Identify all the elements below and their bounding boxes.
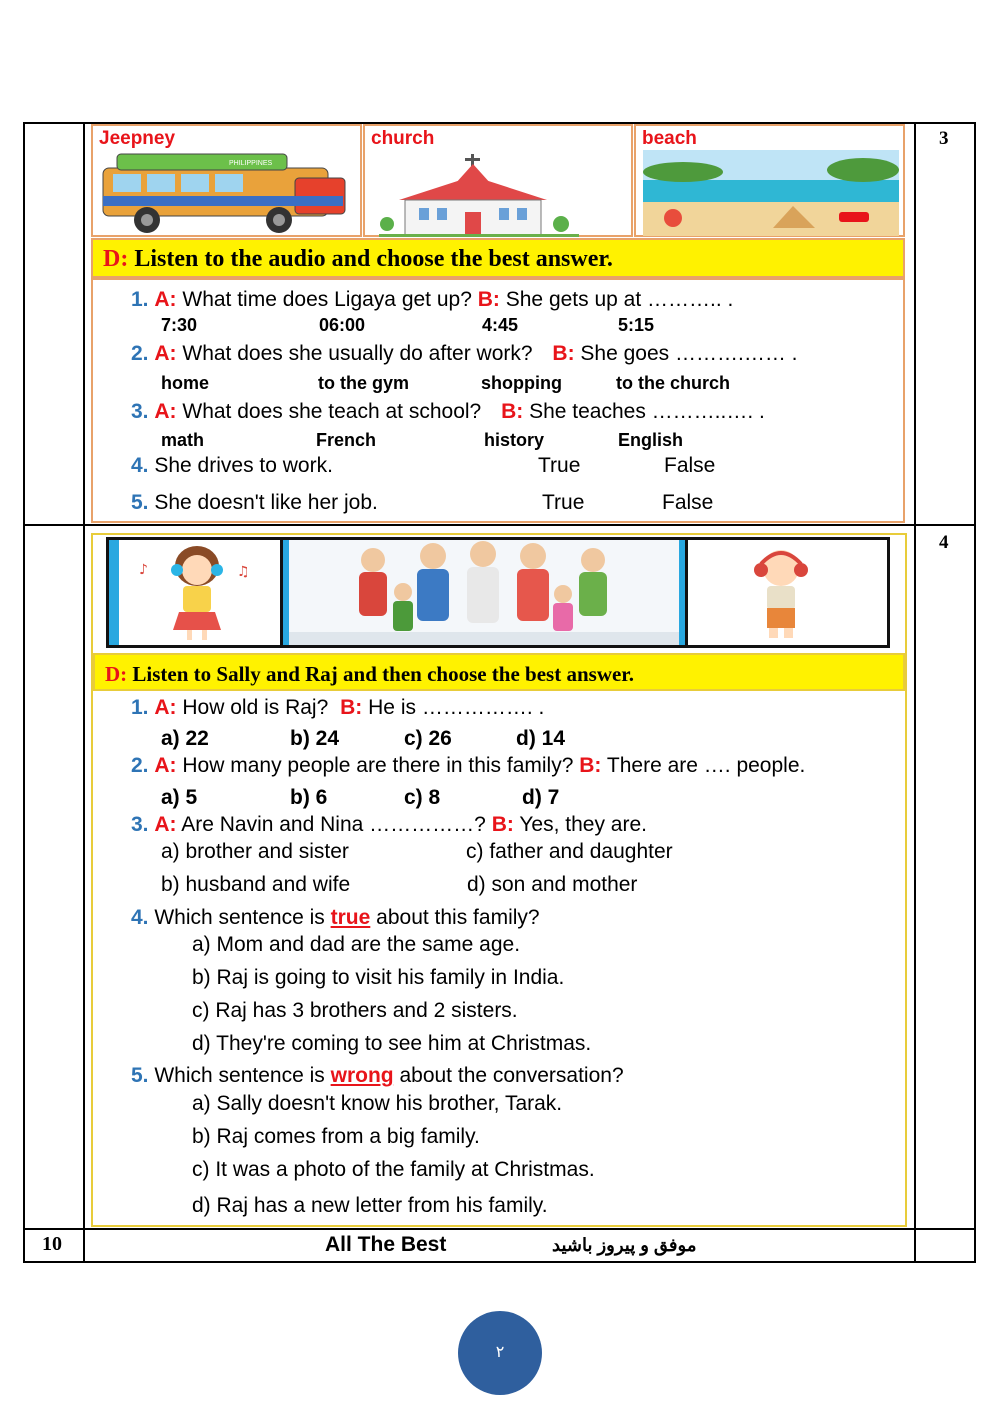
- option[interactable]: d) Raj has a new letter from his family.: [192, 1194, 548, 1217]
- instruction-lead: D:: [105, 662, 128, 686]
- question-1: 1. A: What time does Ligaya get up? B: She gets up at ……….. .: [131, 288, 734, 311]
- question-4: 4. Which sentence is true about this family?: [131, 906, 540, 929]
- option[interactable]: 06:00: [319, 315, 366, 335]
- option[interactable]: home: [161, 373, 210, 393]
- girl-with-headphones: [109, 540, 279, 645]
- true-option[interactable]: True: [538, 454, 581, 477]
- option[interactable]: French: [316, 430, 377, 450]
- question-2: 2. A: How many people are there in this family? B: There are …. people.: [131, 754, 806, 777]
- option[interactable]: c) 26: [404, 727, 452, 750]
- key-word: true: [330, 906, 371, 929]
- instruction-lead: D:: [103, 246, 129, 272]
- jeepney-illustration: [99, 150, 359, 236]
- option[interactable]: a) Mom and dad are the same age.: [192, 933, 521, 956]
- question-3: 3. A: Are Navin and Nina ……………? B: Yes, they are.: [131, 813, 647, 836]
- question-number: 4: [939, 532, 949, 553]
- question-4: 4. She drives to work.: [131, 454, 333, 477]
- option[interactable]: a) 22: [161, 727, 209, 750]
- option[interactable]: d) son and mother: [467, 873, 638, 896]
- option[interactable]: c) Raj has 3 brothers and 2 sisters.: [192, 999, 518, 1022]
- image-strip: [106, 537, 890, 648]
- key-word: wrong: [330, 1064, 394, 1087]
- footer-divider: [23, 1228, 976, 1230]
- section4-instruction: [93, 653, 905, 691]
- option[interactable]: d) They're coming to see him at Christmas.: [192, 1032, 592, 1055]
- option[interactable]: to the gym: [318, 373, 410, 393]
- option[interactable]: English: [618, 430, 684, 450]
- svg-text:♫: ♫: [237, 564, 250, 580]
- option[interactable]: to the church: [616, 373, 731, 393]
- image-label: Jeepney: [99, 128, 176, 149]
- image-cell-church: [363, 124, 633, 237]
- option[interactable]: d) 14: [516, 727, 566, 750]
- option[interactable]: c) 8: [404, 786, 441, 809]
- option[interactable]: a) brother and sister: [161, 840, 349, 863]
- option[interactable]: math: [161, 430, 205, 450]
- strip-divider: [685, 540, 688, 645]
- question-number: 3: [939, 128, 949, 149]
- question-2: 2. A: What does she usually do after work? B: She goes ……….…… .: [131, 342, 798, 365]
- true-option[interactable]: True: [542, 491, 585, 514]
- option[interactable]: b) Raj is going to visit his family in India.: [192, 966, 565, 989]
- boy-with-headphones: [689, 540, 879, 645]
- section3-instruction: [91, 238, 905, 278]
- family-group: [283, 540, 685, 645]
- question-1: 1. A: How old is Raj? B: He is ……………. .: [131, 696, 545, 719]
- option[interactable]: 7:30: [161, 315, 198, 335]
- total-score: 10: [42, 1233, 62, 1255]
- page-number: ۲: [458, 1311, 542, 1395]
- question-3: 3. A: What does she teach at school? B: She teaches ………..…. .: [131, 400, 765, 423]
- image-cell-jeepney: [91, 124, 362, 237]
- option[interactable]: c) father and daughter: [466, 840, 673, 863]
- church-illustration: [379, 150, 589, 238]
- image-label: beach: [642, 128, 697, 149]
- image-label: church: [371, 128, 435, 149]
- false-option[interactable]: False: [662, 491, 714, 514]
- false-option[interactable]: False: [664, 454, 716, 477]
- instruction-text: Listen to the audio and choose the best answer.: [134, 246, 613, 272]
- row-divider: [23, 524, 976, 526]
- jeepney-sign: PHILIPPINES: [229, 160, 273, 167]
- option[interactable]: b) Raj comes from a big family.: [192, 1125, 480, 1148]
- column-divider-right: [914, 122, 916, 1263]
- option[interactable]: a) 5: [161, 786, 198, 809]
- instruction-text: Listen to Sally and Raj and then choose the best answer.: [132, 662, 634, 686]
- option[interactable]: a) Sally doesn't know his brother, Tarak.: [192, 1092, 563, 1115]
- option[interactable]: shopping: [481, 373, 562, 393]
- column-divider-left: [83, 122, 85, 1263]
- option[interactable]: b) 6: [290, 786, 328, 809]
- image-cell-beach: [634, 124, 905, 237]
- question-5: 5. She doesn't like her job.: [131, 491, 378, 514]
- option[interactable]: b) husband and wife: [161, 873, 351, 896]
- option[interactable]: 5:15: [618, 315, 655, 335]
- option[interactable]: history: [484, 430, 545, 450]
- footer-farsi: موفق و پیروز باشید: [552, 1235, 697, 1255]
- question-5: 5. Which sentence is wrong about the conversation?: [131, 1064, 624, 1087]
- beach-photo: [643, 150, 899, 236]
- option[interactable]: b) 24: [290, 727, 340, 750]
- option[interactable]: 4:45: [482, 315, 519, 335]
- option[interactable]: d) 7: [522, 786, 560, 809]
- footer-message: All The Best: [325, 1233, 447, 1256]
- option[interactable]: c) It was a photo of the family at Christmas.: [192, 1158, 595, 1181]
- svg-text:♪: ♪: [139, 562, 148, 578]
